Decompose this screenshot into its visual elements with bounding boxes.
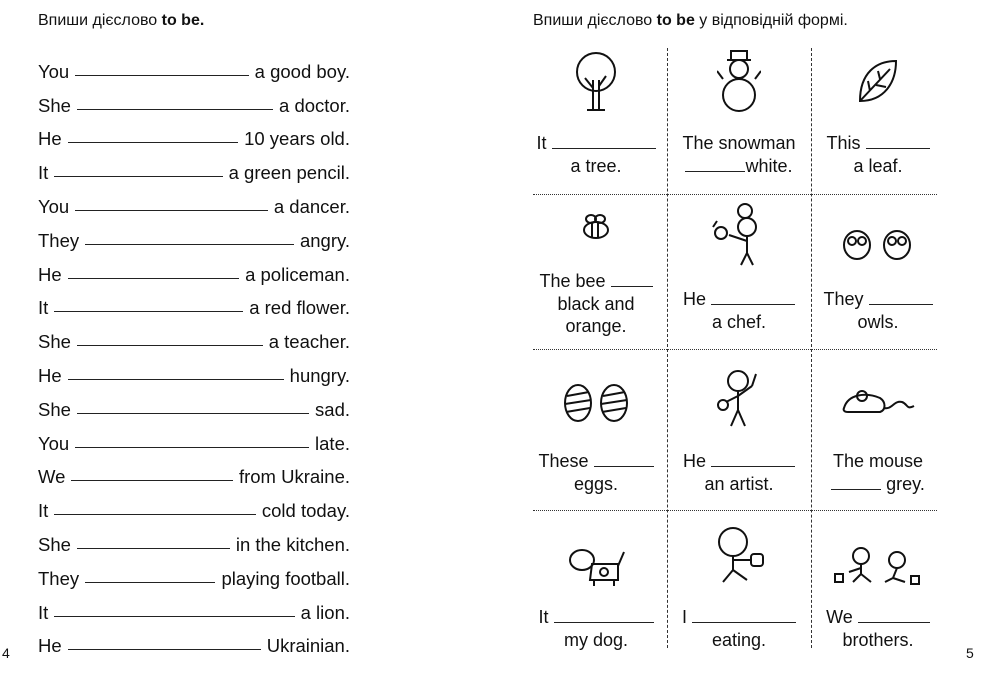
sentence-row (38, 590, 350, 624)
cell-text: It (538, 607, 549, 627)
picture-exercise-grid (533, 48, 937, 648)
owls-icon (819, 216, 937, 270)
exercise-cell (675, 520, 803, 651)
sentence-row (38, 83, 350, 117)
answer-blank[interactable] (552, 147, 656, 149)
page-number-left: 4 (2, 645, 10, 661)
exercise-cell (675, 48, 803, 177)
sentence-row (38, 488, 350, 522)
right-page-title: Впиши дієслово to be у відповідній формі. (533, 12, 848, 29)
sentence-row (38, 556, 350, 590)
sentence-ending: from Ukraine. (238, 466, 350, 488)
sentence-ending: a doctor. (279, 94, 350, 116)
sentence-ending: late. (315, 432, 350, 454)
left-exercise-list (38, 49, 350, 657)
cell-text: These (538, 451, 589, 471)
cell-text: The bee (539, 271, 606, 291)
dog-icon (533, 536, 659, 592)
answer-blank[interactable] (77, 547, 230, 549)
sentence-ending: a red flower. (249, 297, 350, 319)
answer-blank[interactable] (75, 446, 309, 448)
answer-blank[interactable] (831, 488, 881, 490)
cell-text: a tree. (570, 155, 622, 176)
answer-blank[interactable] (77, 108, 273, 110)
brothers-icon (819, 538, 937, 592)
sentence-ending: a policeman. (245, 263, 350, 285)
answer-blank[interactable] (54, 513, 256, 515)
eating-person-icon (675, 520, 803, 592)
exercise-cell (675, 198, 803, 333)
cell-text: black and (557, 293, 635, 314)
cell-text: a chef. (711, 311, 767, 332)
cell-text: eggs. (573, 473, 619, 494)
sentence-row (38, 319, 350, 353)
cell-text: The mouse (832, 451, 924, 471)
cell-text: eating. (711, 629, 767, 650)
sentence-subject: He (38, 263, 62, 285)
sentence-ending: in the kitchen. (235, 533, 350, 555)
sentence-row (38, 252, 350, 286)
sentence-row (38, 455, 350, 489)
cell-text: I (681, 607, 687, 627)
answer-blank[interactable] (68, 277, 239, 279)
tree-icon (533, 48, 659, 114)
grid-divider-vertical (667, 48, 668, 648)
answer-blank[interactable] (866, 147, 930, 149)
sentence-row (38, 387, 350, 421)
answer-blank[interactable] (858, 621, 930, 623)
exercise-cell (819, 538, 937, 651)
leaf-icon (819, 48, 937, 114)
sentence-ending: cold today. (261, 500, 350, 522)
sentence-ending: a dancer. (273, 195, 350, 217)
grid-divider-horizontal (533, 349, 937, 350)
answer-blank[interactable] (75, 74, 248, 76)
answer-blank[interactable] (68, 141, 238, 143)
exercise-cell (533, 48, 659, 177)
answer-blank[interactable] (54, 310, 243, 312)
sentence-ending: a green pencil. (228, 162, 350, 184)
sentence-subject: She (38, 331, 71, 353)
grid-divider-horizontal (533, 194, 937, 195)
sentence-ending: Ukrainian. (266, 635, 350, 657)
sentence-subject: We (38, 466, 66, 488)
answer-blank[interactable] (71, 479, 233, 481)
sentence-row (38, 218, 350, 252)
answer-blank[interactable] (692, 621, 796, 623)
artist-icon (675, 366, 803, 434)
cell-text: grey. (886, 473, 925, 494)
chef-icon (675, 198, 803, 270)
sentence-ending: a lion. (300, 601, 350, 623)
grid-divider-horizontal (533, 510, 937, 511)
sentence-ending: a good boy. (254, 60, 350, 82)
answer-blank[interactable] (685, 170, 745, 172)
sentence-row (38, 421, 350, 455)
sentence-ending: a teacher. (268, 331, 350, 353)
mouse-icon (819, 372, 937, 434)
eggs-icon (533, 372, 659, 434)
sentence-subject: She (38, 398, 71, 420)
cell-text: They (823, 289, 864, 309)
exercise-cell (533, 206, 659, 338)
sentence-ending: 10 years old. (244, 128, 350, 150)
sentence-subject: They (38, 229, 80, 251)
sentence-subject: You (38, 60, 70, 82)
sentence-subject: He (38, 364, 62, 386)
answer-blank[interactable] (77, 412, 309, 414)
sentence-row (38, 184, 350, 218)
sentence-row (38, 286, 350, 320)
sentence-row (38, 117, 350, 151)
answer-blank[interactable] (54, 615, 294, 617)
answer-blank[interactable] (75, 209, 268, 211)
bee-icon (533, 206, 659, 248)
grid-divider-vertical (811, 48, 812, 648)
answer-blank[interactable] (68, 648, 261, 650)
left-page-title: Впиши дієслово to be. (38, 12, 205, 29)
answer-blank[interactable] (711, 303, 795, 305)
sentence-subject: She (38, 94, 71, 116)
sentence-row (38, 624, 350, 658)
cell-text: orange. (565, 316, 627, 336)
cell-text: We (826, 607, 853, 627)
sentence-ending: hungry. (289, 364, 350, 386)
exercise-cell (533, 536, 659, 651)
cell-text: He (682, 289, 706, 309)
sentence-subject: It (38, 500, 49, 522)
sentence-subject: They (38, 567, 80, 589)
answer-blank[interactable] (77, 344, 263, 346)
sentence-subject: He (38, 635, 62, 657)
sentence-subject: He (38, 128, 62, 150)
answer-blank[interactable] (594, 465, 654, 467)
sentence-ending: angry. (299, 229, 350, 251)
sentence-subject: It (38, 162, 49, 184)
answer-blank[interactable] (869, 303, 933, 305)
cell-text: white. (745, 155, 793, 176)
answer-blank[interactable] (554, 621, 654, 623)
exercise-cell (675, 366, 803, 495)
cell-text: an artist. (704, 473, 774, 494)
sentence-row (38, 353, 350, 387)
answer-blank[interactable] (85, 243, 294, 245)
exercise-cell (533, 372, 659, 495)
exercise-cell (819, 372, 937, 495)
sentence-subject: She (38, 533, 71, 555)
answer-blank[interactable] (611, 285, 653, 287)
answer-blank[interactable] (711, 465, 795, 467)
cell-text: This (826, 133, 861, 153)
answer-blank[interactable] (68, 378, 284, 380)
sentence-subject: It (38, 601, 49, 623)
cell-text: brothers. (842, 629, 914, 650)
sentence-subject: It (38, 297, 49, 319)
sentence-subject: You (38, 432, 70, 454)
page-number-right: 5 (966, 645, 974, 661)
sentence-row (38, 522, 350, 556)
cell-text: a leaf. (853, 155, 903, 176)
cell-text: owls. (857, 311, 899, 332)
exercise-cell (819, 216, 937, 333)
cell-text: The snowman (682, 133, 796, 153)
exercise-cell (819, 48, 937, 177)
answer-blank[interactable] (54, 175, 222, 177)
sentence-ending: sad. (315, 398, 350, 420)
sentence-subject: You (38, 195, 70, 217)
cell-text: He (682, 451, 706, 471)
sentence-row (38, 49, 350, 83)
answer-blank[interactable] (85, 581, 215, 583)
sentence-ending: playing football. (221, 567, 350, 589)
cell-text: my dog. (563, 629, 629, 650)
snowman-icon (675, 48, 803, 114)
cell-text: It (536, 133, 547, 153)
sentence-row (38, 150, 350, 184)
